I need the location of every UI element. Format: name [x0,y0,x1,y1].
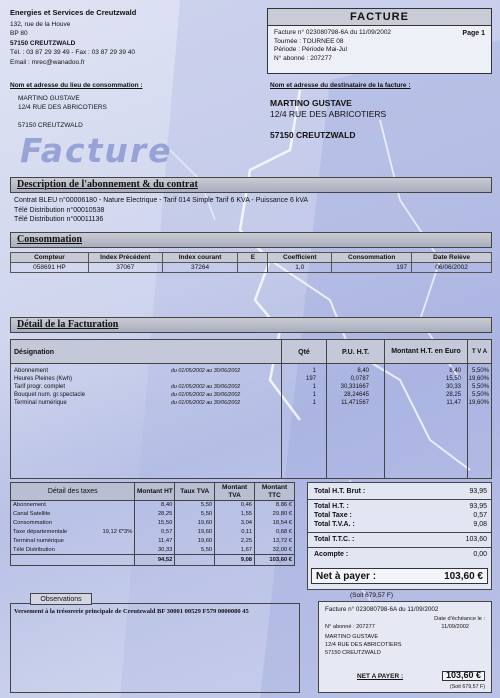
consumption-section-title: Consommation [17,234,83,245]
tax-ht: 11,47 [135,537,175,546]
row-tva: 19,60% [468,376,489,382]
slip-street: 12/4 RUE DES ABRICOTIERS [325,642,402,648]
slip-due-label: Date d'échéance le : [434,616,485,622]
col-index-precedent: Index Précédent [88,253,162,263]
tax-taux: 19,60 [175,528,215,537]
invoice-abonne: N° abonné : 207277 [274,54,332,62]
cell-coefficient: 1,0 [268,263,332,273]
consumption-table [10,252,492,273]
col-date-releve: Date Relève [412,253,492,263]
tax-tva: 1,67 [215,546,255,555]
recipient-address [270,98,386,141]
invoice-title: FACTURE [268,9,491,26]
payment-slip [318,601,492,693]
tax-ht: 28,25 [135,510,175,519]
tax-ht: 30,33 [135,546,175,555]
col-consommation: Consommation [332,253,412,263]
tax-label: Terminal numérique [11,537,135,546]
consumption-section-header [10,232,492,248]
cell-e [238,263,268,273]
tax-total-row [11,555,295,566]
sender-block [10,8,190,67]
tax-taux: 19,60 [175,537,215,546]
net-amount: 103,60 € [444,571,483,582]
recipient-street: 12/4 RUE DES ABRICOTIERS [270,109,387,119]
tax-total-ht: 94,52 [135,555,175,566]
row-label: Abonnement [14,368,49,374]
total-brut-row: Total H.T. Brut : 93,95 [314,488,487,495]
tax-ttc: 18,54 € [255,519,295,528]
recipient-name: MARTINO GUSTAVE [270,98,352,108]
row-montant: 11,47 [446,400,461,406]
contract-section-header [10,177,492,193]
tax-detail-table [10,482,295,566]
consumption-place-name: MARTINO GUSTAVE [18,95,80,102]
table-row [11,367,491,375]
col-compteur: Compteur [11,253,89,263]
sender-phone: Tél. : 03 87 29 39 49 - Fax : 03 87 29 39 40 [10,49,136,56]
table-row [11,263,492,273]
col-puht: P.U. H.T. [326,340,384,364]
total-ttc-row: Total T.T.C. : 103,60 [314,536,487,543]
tax-ttc: 29,80 € [255,510,295,519]
row-montant: 28,25 [445,392,461,398]
billing-section-title: Détail de la Facturation [17,319,119,330]
cell-date-releve: 06/06/2002 [412,263,492,273]
col-montant-tva: Montant TVA [215,483,255,501]
row-period: du 01/05/2002 au 30/06/2002 [171,384,241,390]
consumption-place-label: Nom et adresse du lieu de consommation : [10,82,143,89]
tax-tva: 2,25 [215,537,255,546]
row-qte: 197 [305,376,316,382]
row-qte: 1 [312,400,316,406]
tax-ht: 8,40 [135,501,175,510]
sender-email: Email : mrec@wanadoo.fr [10,58,85,66]
consumption-place-city: 57150 CREUTZWALD [18,122,83,129]
tax-taux: 5,50 [175,546,215,555]
row-pu: 11,471567 [341,400,369,406]
tax-label: Abonnement [11,501,135,510]
tax-ht: 0,57 [135,528,175,537]
row-pu: 28,24645 [343,392,369,398]
acompte-row: Acompte : 0,00 [314,551,487,558]
table-row [11,537,295,546]
slip-city: 57150 CREUTZWALD [325,650,381,656]
row-qte: 1 [312,368,316,374]
row-label: Heures Pleines (Kwh) [14,376,73,382]
consumption-place-street: 12/4 RUE DES ABRICOTIERS [18,104,107,111]
consumption-place-address [18,94,107,130]
tax-tva: 0,11 [215,528,255,537]
slip-abonne: N° abonné : 207277 [325,624,375,630]
tax-header-row [11,483,295,501]
contract-details [14,196,308,225]
row-qte: 1 [312,384,316,390]
observations-box [10,603,300,693]
row-tva: 5,50% [471,392,489,398]
tax-ht: 15,50 [135,519,175,528]
tax-label: Taxe départementale 19,12 €*3% [11,528,135,537]
cell-index-precedent: 37067 [88,263,162,273]
total-taxe-row: Total Taxe : 0,57 [314,512,487,519]
col-detail-taxes: Détail des taxes [11,483,135,501]
total-tva-row: Total T.V.A. : 9,08 [314,521,487,528]
totals-box [307,482,492,590]
col-taux-tva: Taux TVA [175,483,215,501]
row-period: du 01/05/2002 au 30/06/2002 [171,368,241,374]
row-label: Tarif progr. complet [14,384,66,390]
soit-francs: (Soit 679,57 F) [350,592,393,599]
tax-tva: 0,46 [215,501,255,510]
tax-taux: 5,50 [175,510,215,519]
billing-table [10,339,492,479]
col-designation: Désignation [14,348,55,356]
col-index-courant: Index courant [162,253,238,263]
col-coefficient: Coefficient [268,253,332,263]
slip-net-label: NET A PAYER : [357,673,404,680]
row-tva: 5,50% [471,384,489,390]
table-row [11,546,295,555]
contract-line: Contrat BLEU n°00006180 - Nature Electrique - Tarif 014 Simple Tarif 6 KVA - Puissance 6 kVA [14,197,309,204]
slip-due-date: 11/09/2002 [441,624,469,630]
row-montant: 30,33 [445,384,461,390]
tax-taux: 19,60 [175,519,215,528]
col-montant: Montant H.T. en Euro [384,340,467,364]
billing-section-header [10,317,492,333]
col-e: E [238,253,268,263]
observations-label: Observations [30,593,92,605]
table-row [11,399,491,407]
invoice-tournee: Tournée : TOURNEE 08 [274,37,344,45]
col-qte: Qté [281,340,326,364]
page-number: Page 1 [462,30,485,37]
billing-header-row [11,340,491,364]
row-montant: 15,50 [445,376,461,382]
col-montant-ttc: Montant TTC [255,483,295,501]
sender-address-2: BP 80 [10,30,28,37]
row-qte: 1 [312,392,316,398]
teledistribution-line-1: Télé Distribution n°00010538 [14,206,105,214]
invoice-number: Facture n° 023080798-6A du 11/09/2002 [274,29,392,36]
slip-net-amount: 103,60 € [442,671,485,681]
row-pu: 0,0787 [350,376,369,382]
row-tva: 5,50% [471,368,489,374]
slip-soit: (Soit 679,57 F) [449,684,485,690]
sender-name: Energies et Services de Creutzwald [10,8,137,17]
row-tva: 19,60% [468,400,489,406]
table-row [11,501,295,510]
table-row [11,383,491,391]
tax-total-tva: 9,08 [215,555,255,566]
sender-city: 57150 CREUTZWALD [10,39,76,47]
tax-tva: 3,04 [215,519,255,528]
cell-consommation: 197 [332,263,412,273]
table-row [11,375,491,383]
row-period: du 01/05/2002 au 30/06/2002 [171,400,241,406]
row-pu: 8,40 [357,368,369,374]
contract-section-title: Description de l'abonnement & du contrat [17,179,198,190]
total-ht-row: Total H.T. : 93,95 [314,503,487,510]
tax-ttc: 32,00 € [255,546,295,555]
cell-compteur: 058691 HP [11,263,89,273]
table-row [11,391,491,399]
tax-ttc: 8,86 € [255,501,295,510]
table-row [11,510,295,519]
row-label: Bouquet num. gr.spectacle [14,392,86,398]
recipient-label: Nom et adresse du destinataire de la facture : [270,82,411,89]
tax-total-ttc: 103,60 € [255,555,295,566]
observations-text: Versement à la trésorerie principale de Creutzwald BF 30001 00529 F579 0000080 45 [14,608,249,615]
tax-ttc: 0,68 € [255,528,295,537]
tax-label: Canal Satellite [11,510,135,519]
consumption-header-row [11,253,492,263]
teledistribution-line-2: Télé Distribution n°00011136 [14,216,104,223]
sender-address-1: 132, rue de la Houve [10,20,71,28]
net-a-payer [311,568,488,584]
tax-label: Télé Distribution [11,546,135,555]
facture-watermark: Facture [20,131,173,170]
tax-ttc: 13,72 € [255,537,295,546]
col-tva: T V A [467,340,491,364]
col-montant-ht: Montant HT [135,483,175,501]
row-period: du 01/05/2002 au 30/06/2002 [171,392,241,398]
row-label: Terminal numérique [14,400,67,406]
slip-invoice-number: Facture n° 023080798-6A du 11/09/2002 [325,606,439,613]
row-pu: 30,331667 [340,384,369,390]
cell-index-courant: 37264 [162,263,238,273]
table-row [11,519,295,528]
invoice-header-box [267,8,492,74]
net-label: Net à payer : [316,571,377,582]
invoice-periode: Période : Période Mai-Jul [274,46,347,53]
row-montant: 8,40 [449,368,461,374]
tax-taux: 5,50 [175,501,215,510]
recipient-city: 57150 CREUTZWALD [270,130,356,140]
table-row [11,528,295,537]
slip-name: MARTINO GUSTAVE [325,634,379,640]
tax-tva: 1,55 [215,510,255,519]
tax-label: Consommation [11,519,135,528]
